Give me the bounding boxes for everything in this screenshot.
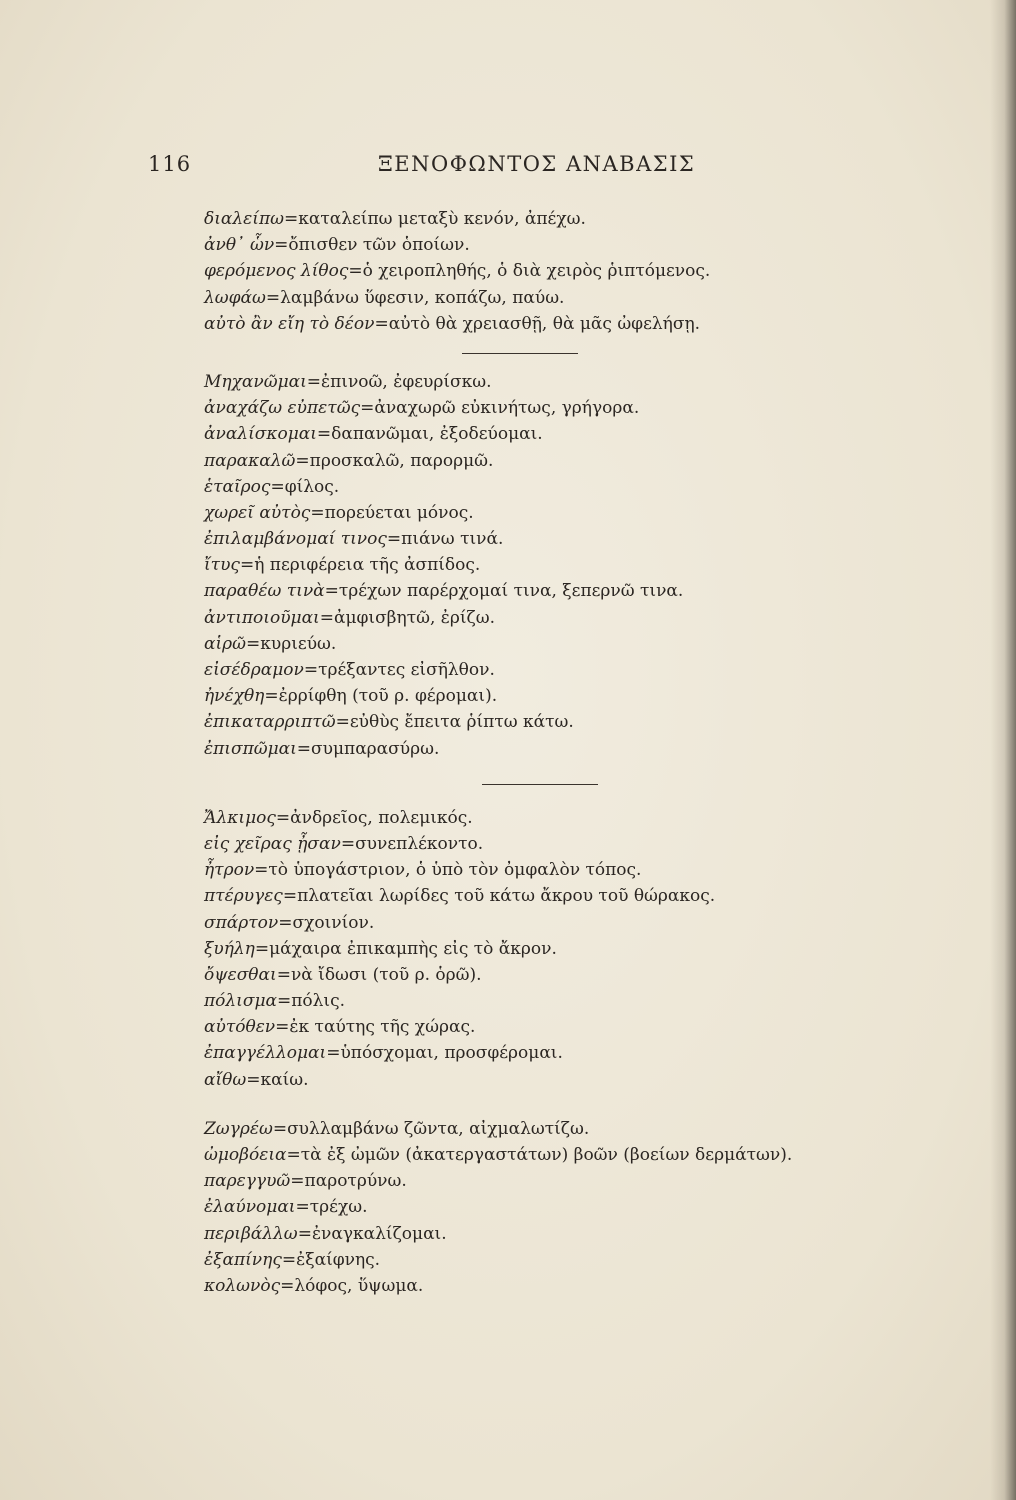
entry-definition: συλλαμβάνω ζῶντα, αἰχμαλωτίζω.	[287, 1118, 590, 1139]
glossary-entry	[204, 631, 904, 657]
glossary-group-3	[204, 805, 904, 1093]
entry-term: κολωνὸς	[204, 1275, 281, 1296]
entry-definition: πιάνω τινά.	[401, 529, 504, 550]
entry-separator: =	[296, 738, 312, 759]
glossary-entry	[204, 1116, 904, 1142]
glossary-entry	[204, 258, 904, 284]
entry-separator: =	[276, 991, 292, 1012]
entry-separator: =	[297, 1223, 312, 1244]
entry-separator: =	[278, 912, 293, 933]
glossary-entry	[204, 605, 904, 631]
entry-definition: συνεπλέκοντο.	[355, 833, 484, 854]
glossary-group-4	[204, 1116, 904, 1299]
glossary	[204, 206, 904, 1299]
entry-definition: φίλος.	[284, 476, 340, 497]
entry-term: παρακαλῶ	[204, 450, 296, 471]
entry-separator: =	[246, 633, 261, 654]
entry-term: ἀντιποιοῦμαι	[204, 607, 320, 628]
entry-separator: =	[282, 886, 298, 907]
glossary-entry	[204, 474, 904, 500]
glossary-entry	[204, 369, 904, 395]
glossary-entry	[204, 736, 904, 762]
glossary-entry	[204, 1067, 904, 1093]
entry-term: παρεγγυῶ	[204, 1171, 291, 1192]
glossary-entry	[204, 206, 904, 232]
entry-term: ἐλαύνομαι	[204, 1197, 296, 1218]
entry-term: αἴθω	[204, 1069, 247, 1090]
entry-term: φερόμενος λίθος	[204, 261, 349, 282]
entry-term: ξυήλη	[204, 938, 255, 959]
entry-definition: ἐκ ταύτης τῆς χώρας.	[289, 1017, 476, 1038]
glossary-entry	[204, 311, 904, 337]
glossary-entry	[204, 1194, 904, 1220]
entry-separator: =	[295, 450, 310, 471]
entry-term: πτέρυγες	[204, 886, 283, 907]
glossary-entry	[204, 883, 904, 909]
entry-term: ὠμοβόεια	[204, 1145, 287, 1165]
entry-term: ἑταῖρος	[204, 476, 271, 497]
entry-separator: =	[239, 555, 255, 576]
entry-separator: =	[276, 964, 291, 985]
entry-separator: =	[290, 1171, 305, 1192]
entry-term: ἐπιλαμβάνομαί τινος	[204, 529, 387, 550]
entry-term: ἐξαπίνης	[204, 1249, 282, 1270]
entry-separator: =	[319, 607, 334, 628]
entry-separator: =	[281, 1249, 297, 1270]
entry-separator: =	[316, 424, 332, 445]
entry-definition: συμπαρασύρω.	[311, 738, 440, 759]
entry-separator: =	[310, 502, 325, 523]
entry-definition: ἐναγκαλίζομαι.	[311, 1223, 447, 1244]
glossary-entry	[204, 988, 904, 1014]
glossary-entry	[204, 395, 904, 421]
entry-separator: =	[303, 660, 319, 680]
entry-definition: ἀναχωρῶ εὐκινήτως, γρήγορα.	[374, 398, 640, 419]
entry-separator: =	[283, 209, 299, 229]
entry-definition: πορεύεται μόνος.	[324, 502, 474, 523]
entry-separator: =	[264, 686, 279, 707]
glossary-group-2	[204, 369, 904, 762]
entry-definition: λαμβάνω ὕφεσιν, κοπάζω, παύω.	[280, 287, 565, 308]
entry-definition: δαπανῶμαι, ἐξοδεύομαι.	[331, 424, 543, 445]
entry-definition: καταλείπω μεταξὺ κενόν, ἀπέχω.	[298, 209, 586, 229]
entry-term: αἱρῶ	[204, 633, 247, 654]
page-edge-shadow	[990, 0, 1016, 1500]
page-number: 116	[148, 152, 192, 176]
entry-definition: νὰ ἴδωσι (τοῦ ρ. ὁρῶ).	[290, 964, 482, 985]
entry-term: ἀναχάζω εὐπετῶς	[204, 398, 361, 419]
entry-definition: ἐρρίφθη (τοῦ ρ. φέρομαι).	[278, 686, 498, 707]
entry-term: σπάρτον	[204, 912, 279, 933]
glossary-entry	[204, 1221, 904, 1247]
entry-definition: ἀμφισβητῶ, ἐρίζω.	[333, 607, 496, 628]
entry-term: πόλισμα	[204, 991, 277, 1012]
entry-definition: ὄπισθεν τῶν ὁποίων.	[288, 235, 470, 256]
entry-term: ὄψεσθαι	[204, 964, 277, 985]
entry-definition: ἀνδρεῖος, πολεμικός.	[290, 807, 473, 828]
glossary-entry	[204, 805, 904, 831]
entry-definition: τρέξαντες εἰσῆλθον.	[318, 660, 495, 680]
entry-term: λωφάω	[204, 287, 266, 308]
entry-definition: τρέχω.	[309, 1197, 368, 1218]
entry-term: ἀναλίσκομαι	[204, 424, 317, 445]
entry-term: ἠνέχθη	[204, 686, 265, 707]
entry-definition: πόλις.	[291, 991, 346, 1012]
entry-definition: παροτρύνω.	[304, 1171, 407, 1192]
glossary-entry	[204, 962, 904, 988]
entry-term: ἦτρον	[204, 860, 255, 881]
glossary-entry	[204, 500, 904, 526]
entry-separator: =	[286, 1145, 301, 1165]
entry-separator: =	[280, 1275, 295, 1296]
glossary-entry	[204, 1168, 904, 1194]
entry-definition: τὸ ὑπογάστριον, ὁ ὑπὸ τὸν ὀμφαλὸν τόπος.	[268, 860, 642, 881]
glossary-entry	[204, 1014, 904, 1040]
entry-term: αὐτόθεν	[204, 1017, 276, 1038]
entry-term: παραθέω τινὰ	[204, 581, 325, 602]
entry-separator: =	[360, 398, 375, 419]
entry-term: διαλείπω	[204, 209, 284, 229]
entry-term: ἐπικαταρριπτῶ	[204, 712, 336, 733]
glossary-entry	[204, 683, 904, 709]
entry-term: ἐπαγγέλλομαι	[204, 1043, 327, 1064]
entry-separator: =	[272, 1118, 288, 1139]
entry-separator: =	[274, 235, 289, 256]
entry-definition: λόφος, ὕψωμα.	[294, 1275, 424, 1296]
entry-definition: αὐτὸ θὰ χρειασθῇ, θὰ μᾶς ὠφελήσῃ.	[388, 313, 701, 334]
entry-definition: τὰ ἐξ ὠμῶν (ἀκατεργαστάτων) βοῶν (βοείων δερμάτων).	[300, 1145, 793, 1165]
running-title: ΞΕΝΟΦΩΝΤΟΣ ΑΝΑΒΑΣΙΣ	[378, 152, 696, 176]
entry-separator: =	[374, 313, 389, 334]
entry-definition: τρέχων παρέρχομαί τινα, ξεπερνῶ τινα.	[338, 581, 684, 602]
section-divider	[462, 353, 578, 354]
entry-separator: =	[254, 860, 269, 881]
entry-separator: =	[340, 833, 356, 854]
entry-separator: =	[335, 712, 350, 733]
entry-term: ἐπισπῶμαι	[204, 738, 297, 759]
entry-term: αὐτὸ ἂν εἴη τὸ δέον	[204, 313, 375, 334]
entry-definition: κυριεύω.	[260, 633, 337, 654]
entry-separator: =	[246, 1069, 261, 1090]
glossary-entry	[204, 552, 904, 578]
glossary-entry	[204, 421, 904, 447]
glossary-entry	[204, 910, 904, 936]
entry-term: περιβάλλω	[204, 1223, 298, 1244]
entry-separator: =	[324, 581, 339, 602]
entry-separator: =	[386, 529, 402, 550]
entry-definition: σχοινίον.	[292, 912, 375, 933]
page-header	[148, 152, 788, 186]
glossary-entry	[204, 831, 904, 857]
entry-definition: ὁ χειροπληθής, ὁ διὰ χειρὸς ῥιπτόμενος.	[362, 261, 711, 282]
entry-definition: ἐξαίφνης.	[296, 1249, 381, 1270]
entry-definition: ἡ περιφέρεια τῆς ἀσπίδος.	[254, 555, 481, 576]
entry-definition: πλατεῖαι λωρίδες τοῦ κάτω ἄκρου τοῦ θώρακος.	[297, 886, 716, 907]
entry-term: Ζωγρέω	[204, 1118, 273, 1139]
entry-term: ἀνθ᾽ ὧν	[204, 235, 275, 256]
entry-separator: =	[270, 476, 285, 497]
entry-term: Ἄλκιμος	[204, 807, 276, 828]
entry-definition: προσκαλῶ, παρορμῶ.	[309, 450, 494, 471]
entry-term: εἰσέδραμον	[204, 660, 304, 680]
entry-separator: =	[254, 938, 270, 959]
glossary-entry	[204, 936, 904, 962]
glossary-entry	[204, 709, 904, 735]
glossary-entry	[204, 448, 904, 474]
entry-separator: =	[326, 1043, 341, 1064]
entry-term: Μηχανῶμαι	[204, 371, 307, 392]
glossary-entry	[204, 1247, 904, 1273]
entry-term: εἰς χεῖρας ᾖσαν	[204, 833, 341, 854]
glossary-entry	[204, 1040, 904, 1066]
glossary-entry	[204, 285, 904, 311]
entry-definition: καίω.	[260, 1069, 309, 1090]
entry-definition: εὐθὺς ἔπειτα ῥίπτω κάτω.	[349, 712, 574, 733]
glossary-entry	[204, 232, 904, 258]
entry-definition: ὑπόσχομαι, προσφέρομαι.	[340, 1043, 563, 1064]
glossary-entry	[204, 526, 904, 552]
glossary-entry	[204, 1273, 904, 1299]
entry-separator: =	[295, 1197, 310, 1218]
entry-separator: =	[265, 287, 281, 308]
section-divider	[482, 784, 598, 785]
entry-separator: =	[275, 807, 291, 828]
entry-term: χωρεῖ αὐτὸς	[204, 502, 311, 523]
entry-definition: μάχαιρα ἐπικαμπὴς εἰς τὸ ἄκρον.	[269, 938, 557, 959]
entry-separator: =	[275, 1017, 290, 1038]
entry-term: ἴτυς	[204, 555, 240, 576]
glossary-entry	[204, 857, 904, 883]
entry-separator: =	[348, 261, 363, 282]
glossary-entry	[204, 657, 904, 683]
entry-definition: ἐπινοῶ, ἐφευρίσκω.	[321, 371, 492, 392]
glossary-entry	[204, 1142, 904, 1168]
glossary-group-1	[204, 206, 904, 337]
entry-separator: =	[306, 371, 322, 392]
glossary-entry	[204, 578, 904, 604]
